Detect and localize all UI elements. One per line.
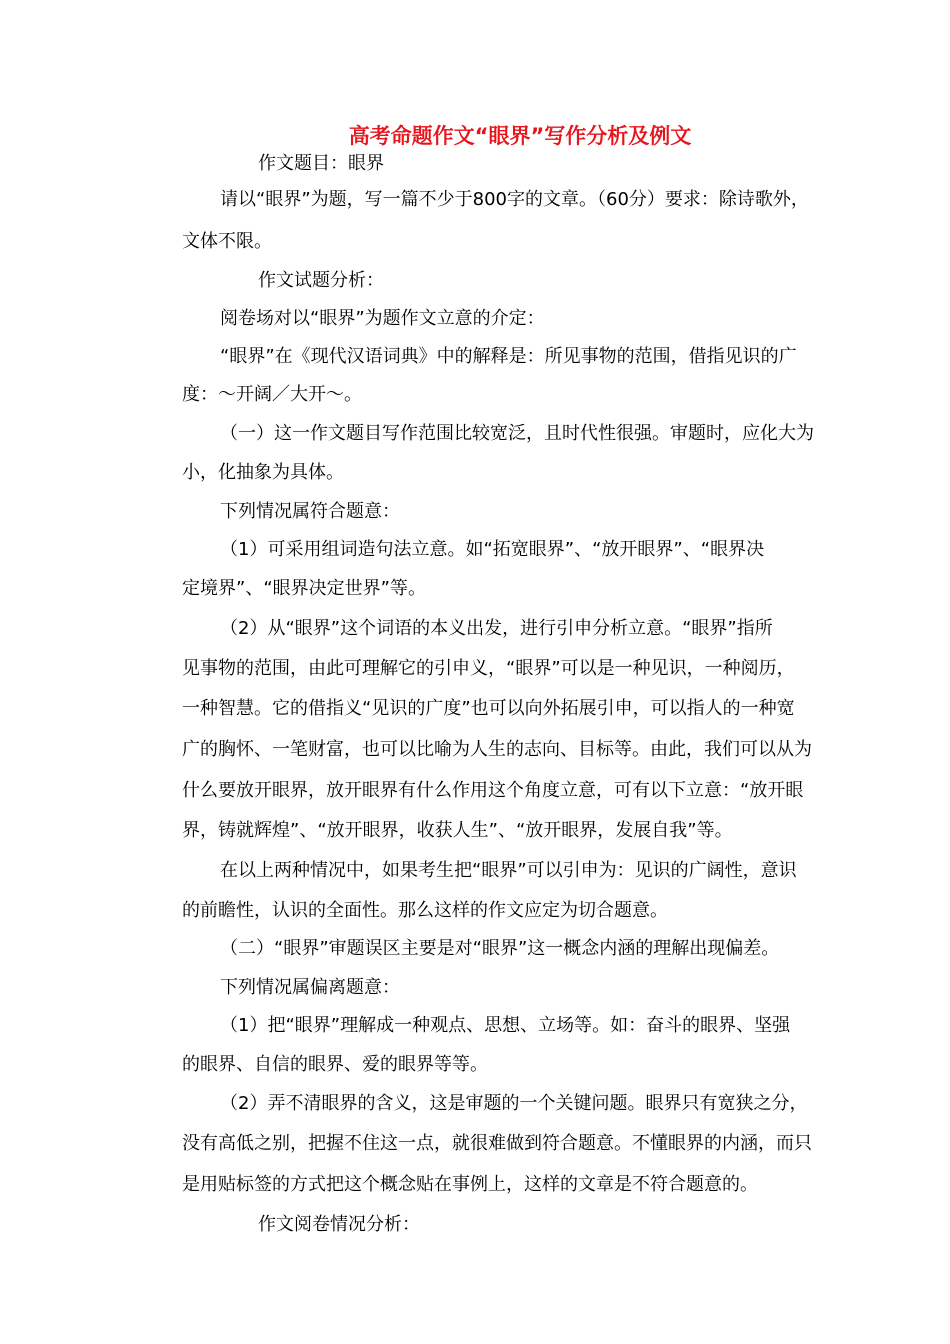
text-line: 阅卷场对以“眼界”为题作文立意的介定： <box>220 308 545 329</box>
text-line: “眼界”在《现代汉语词典》中的解释是：所见事物的范围，借指见识的广 <box>220 346 797 367</box>
text-line: 小，化抽象为具体。 <box>182 462 344 483</box>
text-line: 作文题目：眼界 <box>258 153 384 174</box>
text-line: 的眼界、自信的眼界、爱的眼界等等。 <box>182 1054 488 1075</box>
text-line: 广的胸怀、一笔财富，也可以比喻为人生的志向、目标等。由此，我们可以从为 <box>182 739 812 760</box>
text-line: 没有高低之别，把握不住这一点，就很难做到符合题意。不懂眼界的内涵，而只 <box>182 1133 812 1154</box>
text-line: 作文试题分析： <box>258 270 384 291</box>
text-line: 度：～开阔／大开～。 <box>182 384 362 405</box>
text-line: 请以“眼界”为题，写一篇不少于800字的文章。（60分）要求：除诗歌外， <box>220 189 809 210</box>
text-line: 什么要放开眼界，放开眼界有什么作用这个角度立意，可有以下立意：“放开眼 <box>182 780 804 801</box>
text-line: 见事物的范围，由此可理解它的引申义，“眼界”可以是一种见识，一种阅历， <box>182 658 795 679</box>
text-line: 作文阅卷情况分析： <box>258 1214 420 1235</box>
text-line: 在以上两种情况中，如果考生把“眼界”可以引申为：见识的广阔性，意识 <box>220 860 797 881</box>
text-line: 定境界”、“眼界决定世界”等。 <box>182 578 426 599</box>
document-title <box>0 120 950 152</box>
text-line: 文体不限。 <box>182 231 272 252</box>
text-line: （1）可采用组词造句法立意。如“拓宽眼界”、“放开眼界”、“眼界决 <box>220 539 765 560</box>
text-line: 下列情况属符合题意： <box>220 501 400 522</box>
text-line: （2）从“眼界”这个词语的本义出发，进行引申分析立意。“眼界”指所 <box>220 618 773 639</box>
text-line: 界，铸就辉煌”、“放开眼界，收获人生”、“放开眼界，发展自我”等。 <box>182 820 733 841</box>
text-line: （二）“眼界”审题误区主要是对“眼界”这一概念内涵的理解出现偏差。 <box>220 938 780 959</box>
text-line: （2）弄不清眼界的含义，这是审题的一个关键问题。眼界只有宽狭之分， <box>220 1093 808 1114</box>
text-line: 是用贴标签的方式把这个概念贴在事例上，这样的文章是不符合题意的。 <box>182 1174 758 1195</box>
title-text: 高考命题作文“眼界”写作分析及例文 <box>348 124 692 148</box>
text-line: 一种智慧。它的借指义“见识的广度”也可以向外拓展引申，可以指人的一种宽 <box>182 698 795 719</box>
text-line: （一）这一作文题目写作范围比较宽泛，且时代性很强。审题时，应化大为 <box>220 423 814 444</box>
text-line: 的前瞻性，认识的全面性。那么这样的作文应定为切合题意。 <box>182 900 668 921</box>
text-line: （1）把“眼界”理解成一种观点、思想、立场等。如：奋斗的眼界、坚强 <box>220 1015 791 1036</box>
text-line: 下列情况属偏离题意： <box>220 977 400 998</box>
